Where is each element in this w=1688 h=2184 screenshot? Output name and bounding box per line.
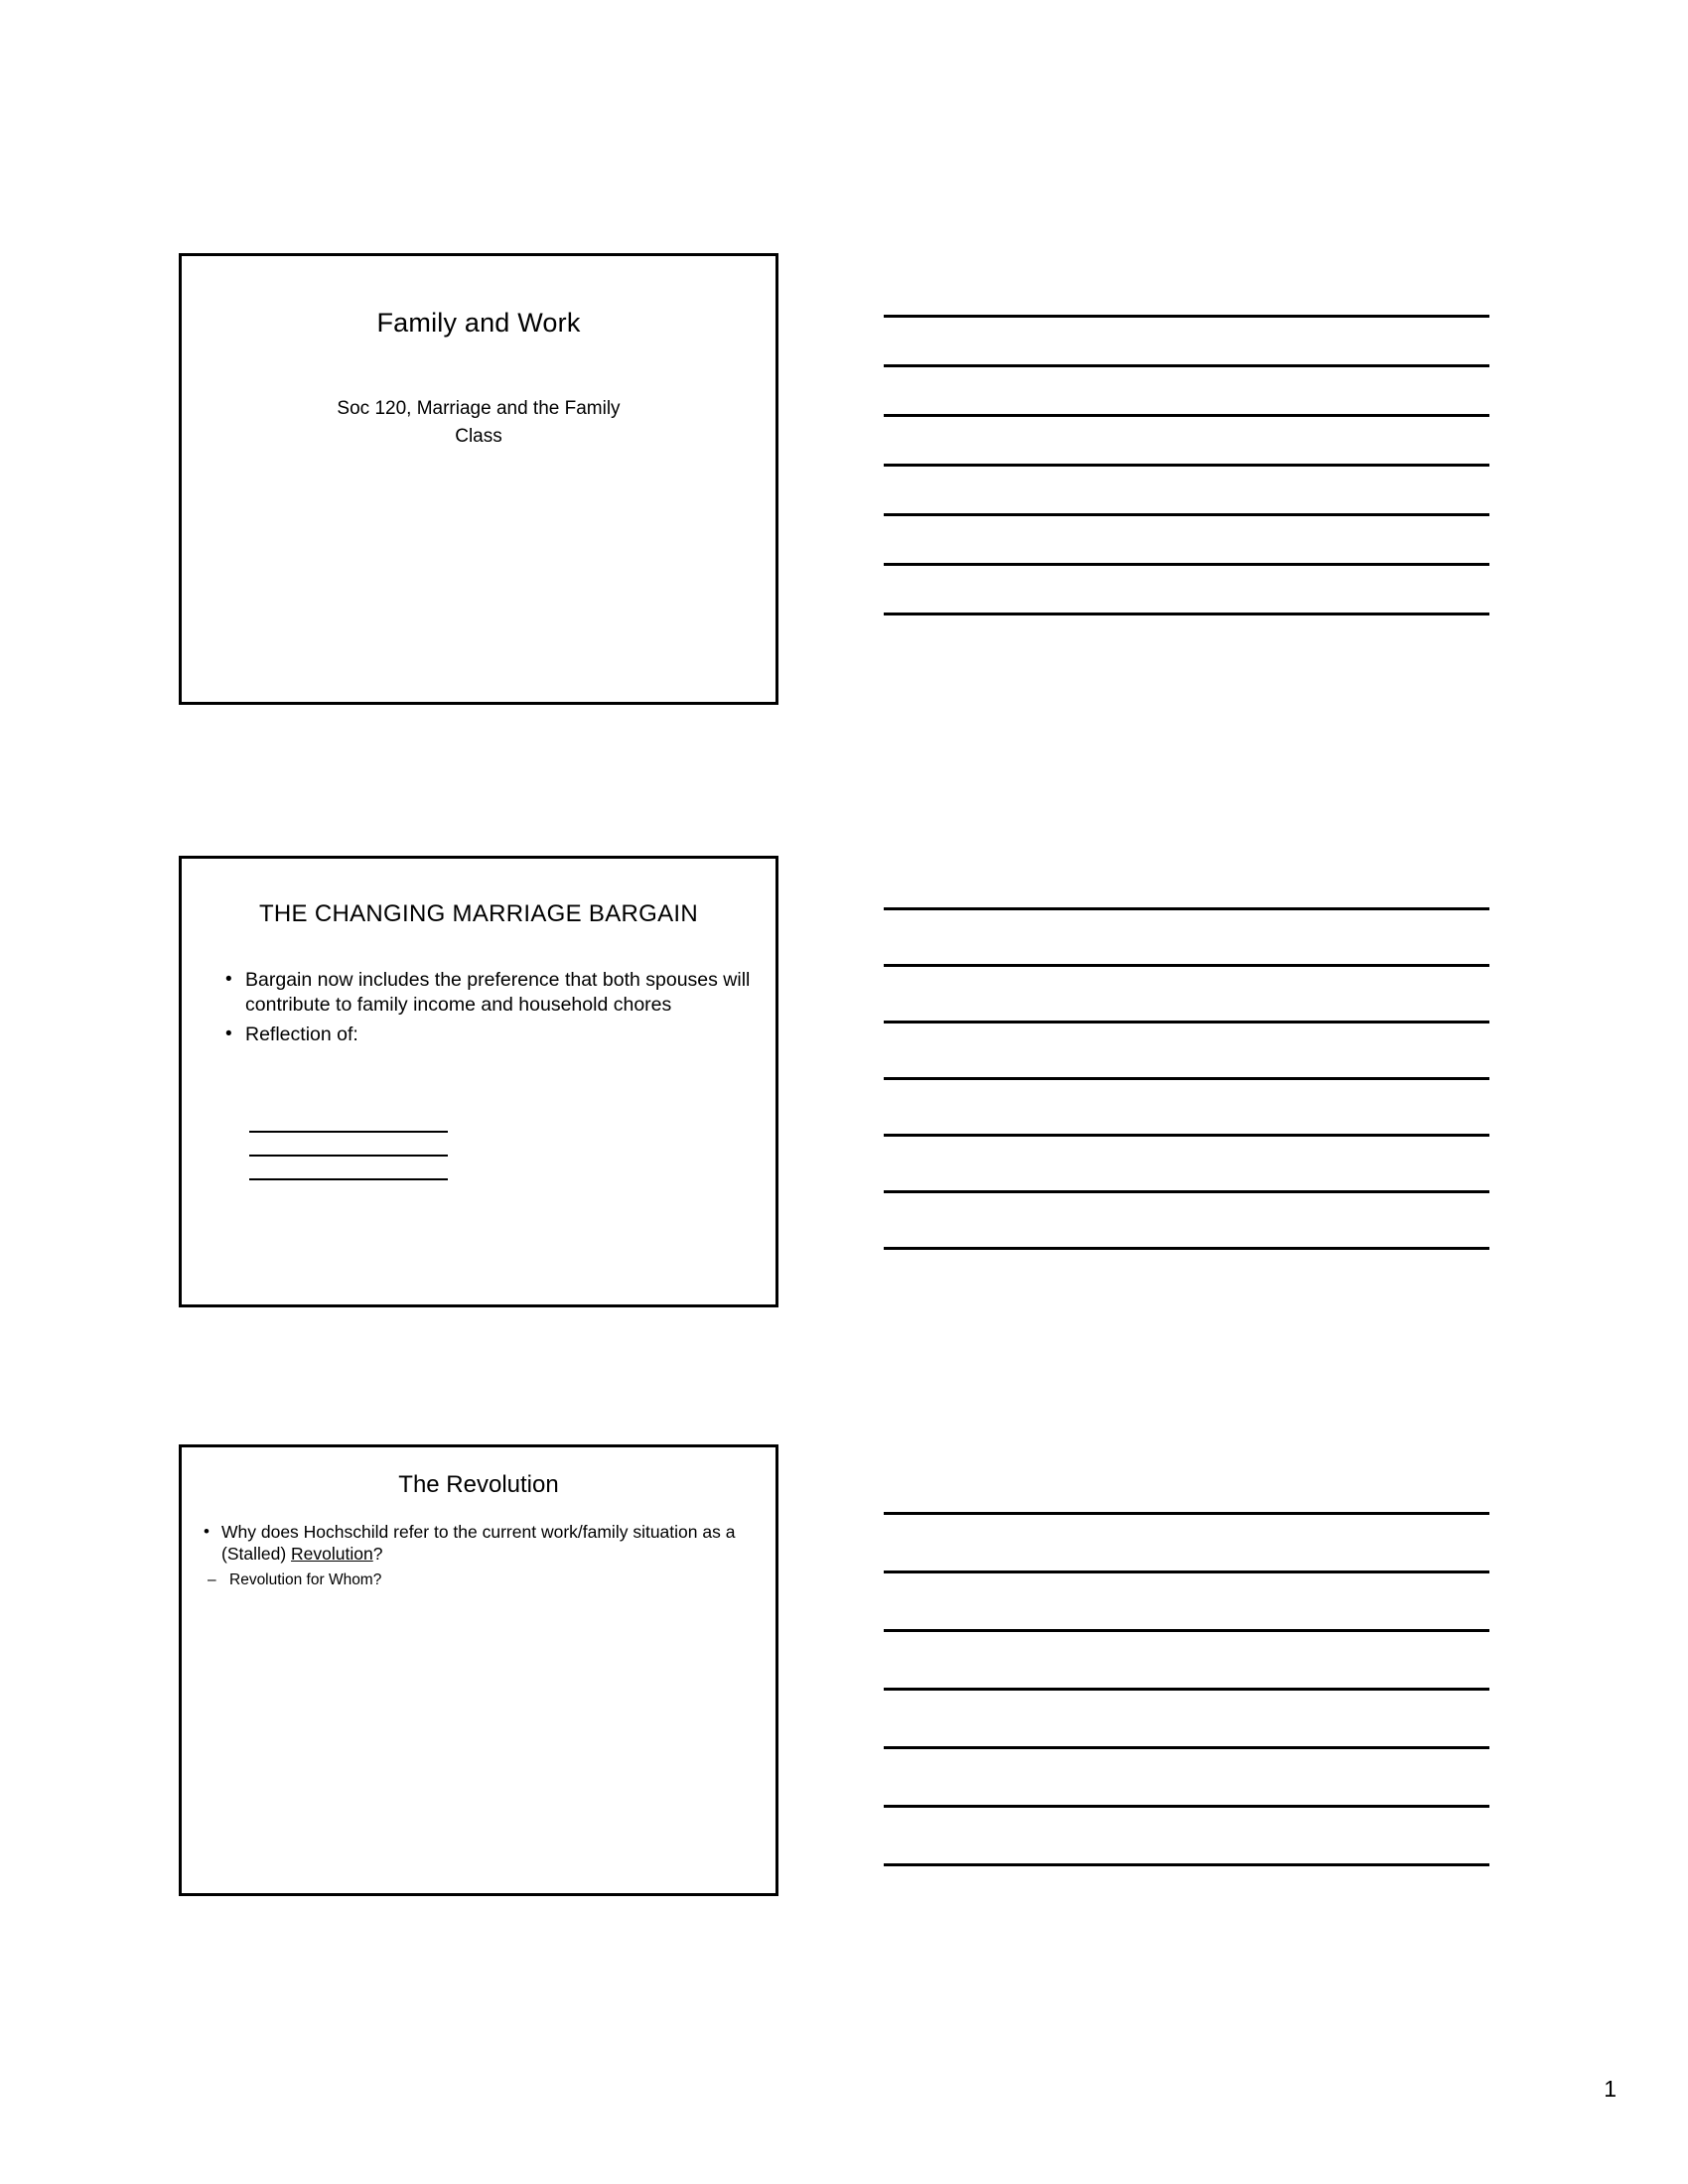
slide-2-title: THE CHANGING MARRIAGE BARGAIN xyxy=(258,900,699,927)
note-line xyxy=(884,1247,1489,1250)
page-number: 1 xyxy=(1604,2076,1617,2102)
slide-2-bullet-1: • Bargain now includes the preference that both spouses will contribute to family income and household chores xyxy=(219,968,752,1019)
note-line xyxy=(884,364,1489,367)
note-lines-3 xyxy=(884,1512,1489,1922)
note-line xyxy=(884,1570,1489,1573)
note-line xyxy=(884,1077,1489,1080)
note-line xyxy=(884,513,1489,516)
slide-thumbnail-3[interactable] xyxy=(179,1444,778,1896)
note-line xyxy=(884,907,1489,910)
slide-3-title: The Revolution xyxy=(398,1471,559,1498)
fill-in-blank-line xyxy=(249,1109,448,1133)
note-line xyxy=(884,1021,1489,1024)
note-line xyxy=(884,563,1489,566)
slide-thumbnail-2[interactable] xyxy=(179,856,778,1307)
note-lines-2 xyxy=(884,907,1489,1303)
note-line xyxy=(884,414,1489,417)
slide-3-bullet-1-underlined: Revolution xyxy=(291,1544,373,1565)
slide-3-subbullet-1: – Revolution for Whom? xyxy=(200,1570,758,1589)
slide-2-bullet-2: • Reflection of: xyxy=(219,1023,752,1047)
note-line xyxy=(884,964,1489,967)
note-line xyxy=(884,1688,1489,1691)
slide-1-subtitle-line-1: Soc 120, Marriage and the Family xyxy=(337,398,621,419)
note-lines-1 xyxy=(884,315,1489,662)
slide-1-title: Family and Work xyxy=(376,308,581,338)
slide-1-subtitle xyxy=(182,395,775,450)
slide-3-bullet-1-prefix: Why does Hochschild refer to the current work/family situation as a (Stalled) xyxy=(221,1522,736,1565)
note-line xyxy=(884,464,1489,467)
note-line xyxy=(884,1629,1489,1632)
slide-3-bullet-1 xyxy=(200,1521,758,1565)
slide-2-fill-in-blanks xyxy=(249,1109,448,1180)
note-line xyxy=(884,1746,1489,1749)
fill-in-blank-line xyxy=(249,1133,448,1157)
slide-3-bullet-1-suffix: ? xyxy=(372,1544,383,1565)
note-line xyxy=(884,1134,1489,1137)
note-line xyxy=(884,1190,1489,1193)
slide-2-bullet-list xyxy=(219,968,752,1051)
slide-1-subtitle-line-2: Class xyxy=(455,425,502,447)
slide-thumbnail-1[interactable] xyxy=(179,253,778,705)
note-line xyxy=(884,1863,1489,1866)
note-line xyxy=(884,1805,1489,1808)
slide-3-bullet-list xyxy=(200,1521,758,1589)
note-line xyxy=(884,315,1489,318)
fill-in-blank-line xyxy=(249,1157,448,1180)
note-line xyxy=(884,1512,1489,1515)
note-line xyxy=(884,613,1489,615)
